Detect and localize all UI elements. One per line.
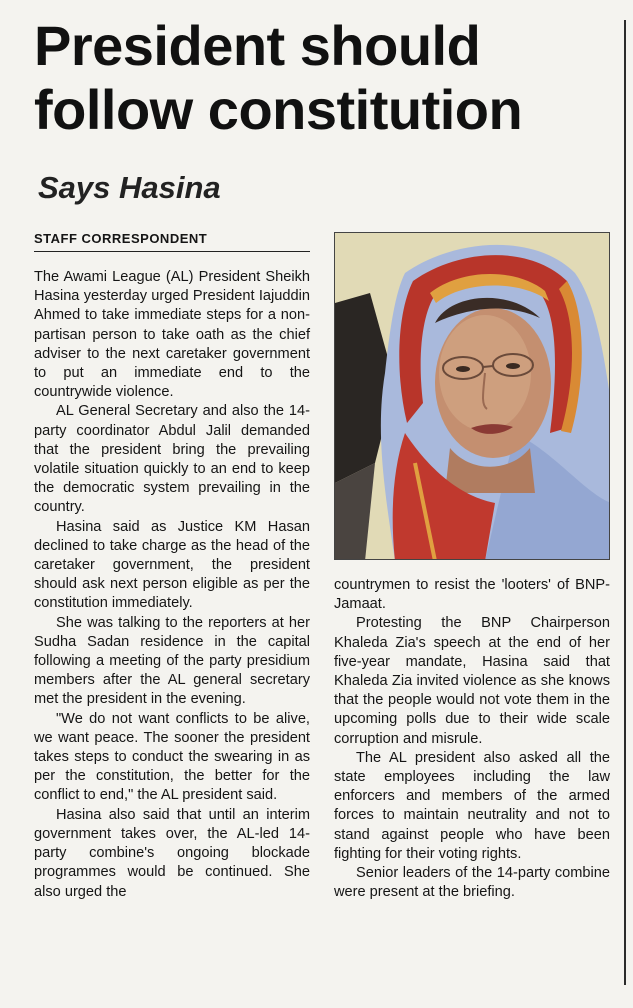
paragraph: Senior leaders of the 14-party combine were present at the briefing. — [334, 865, 610, 901]
byline-text: STAFF CORRESPONDENT — [34, 231, 208, 246]
column-rule — [624, 20, 626, 985]
paragraph: countrymen to resist the 'looters' of BNP-Jamaat. — [334, 577, 610, 613]
right-column — [334, 576, 610, 902]
portrait-illustration — [335, 233, 610, 560]
byline — [34, 231, 310, 252]
paragraph: "We do not want conflicts to be alive, we want peace. The sooner the president takes steps to conduct the swearing in as per the constitution, the better for the conflict to end," the AL president said. — [34, 710, 310, 804]
headline: President should follow constitution — [34, 14, 523, 141]
paragraph: Hasina said as Justice KM Hasan declined to take charge as the head of the caretaker government, the president should ask next person eligible as per the constitution immediately. — [34, 518, 310, 612]
subheadline: Says Hasina — [38, 170, 221, 205]
left-column — [34, 268, 310, 902]
paragraph: The AL president also asked all the state employees including the law enforcers and members of the armed forces to maintain neutrality and not to stand against people who have been fighting for their voting rights. — [334, 749, 610, 862]
paragraph: The Awami League (AL) President Sheikh Hasina yesterday urged President Iajuddin Ahmed to take immediate steps for a non-partisan person to take oath as the chief adviser to the next caretaker government to put an immediate end to the countrywide violence. — [34, 269, 310, 401]
paragraph: Hasina also said that until an interim government takes over, the AL-led 14-party combine's ongoing blockade programmes would be continued. She also urged the — [34, 806, 310, 900]
portrait-photo — [334, 232, 610, 560]
paragraph: Protesting the BNP Chairperson Khaleda Zia's speech at the end of her five-year mandate, Hasina said that Khaleda Zia invited violence as she knows that the people would not vote them in the upcoming polls due to their wide scale corruption and misrule. — [334, 615, 610, 747]
paragraph: AL General Secretary and also the 14-party coordinator Abdul Jalil demanded that the president bring the prevailing volatile situation quickly to an end to keep the democratic system prevailing in the country. — [34, 403, 310, 516]
paragraph: She was talking to the reporters at her Sudha Sadan residence in the capital following a meeting of the party presidium members after the AL general secretary met the president in the evening. — [34, 614, 310, 708]
